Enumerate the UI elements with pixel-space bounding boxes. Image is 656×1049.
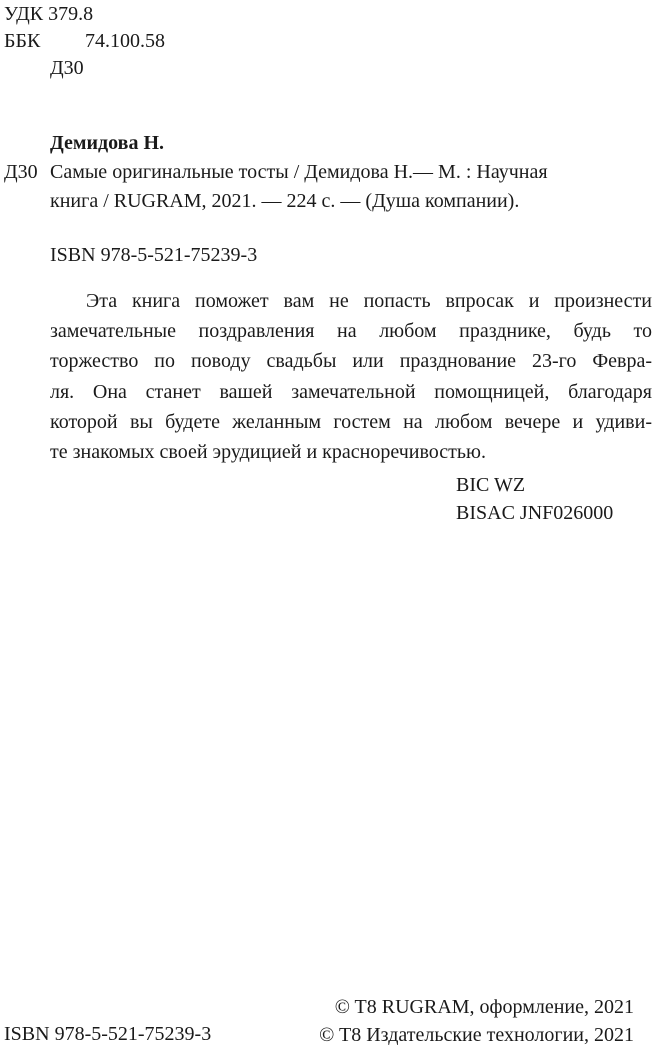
author-name: Демидова Н.	[50, 132, 165, 154]
annotation-line: замечательные поздравления на любом празднике, будь то	[50, 320, 652, 343]
annotation-line: торжество по поводу свадьбы или празднование 23-го Февра-	[50, 350, 652, 373]
author-mark: Д30	[50, 57, 84, 79]
annotation-line: которой вы будете желанным гостем на любом вечере и удиви-	[50, 410, 652, 433]
isbn: ISBN 978-5-521-75239-3	[50, 244, 258, 266]
bibliographic-line-2: книга / RUGRAM, 2021. — 224 с. — (Душа компании).	[50, 190, 520, 212]
bbk-label: ББК	[4, 30, 41, 52]
copyright-design: © T8 RUGRAM, оформление, 2021	[334, 996, 634, 1018]
bisac-code: BISAC JNF026000	[456, 502, 614, 524]
annotation-line: ля. Она станет вашей замечательной помощницей, благодаря	[50, 380, 652, 403]
footer-isbn: ISBN 978-5-521-75239-3	[4, 1023, 212, 1045]
annotation-line: Эта книга поможет вам не попасть впросак и произнести	[86, 290, 652, 312]
udk-code: УДК 379.8	[4, 3, 94, 25]
annotation-paragraph	[50, 286, 652, 467]
bic-code: BIC WZ	[456, 474, 526, 496]
annotation-line: те знакомых своей эрудицией и красноречивостью.	[50, 440, 486, 463]
bibliographic-line-1: Самые оригинальные тосты / Демидова Н.— М. : Научная	[50, 161, 548, 183]
copyright-publisher: © T8 Издательские технологии, 2021	[319, 1024, 634, 1046]
bbk-code: 74.100.58	[85, 30, 165, 52]
author-mark-margin: Д30	[4, 161, 38, 183]
